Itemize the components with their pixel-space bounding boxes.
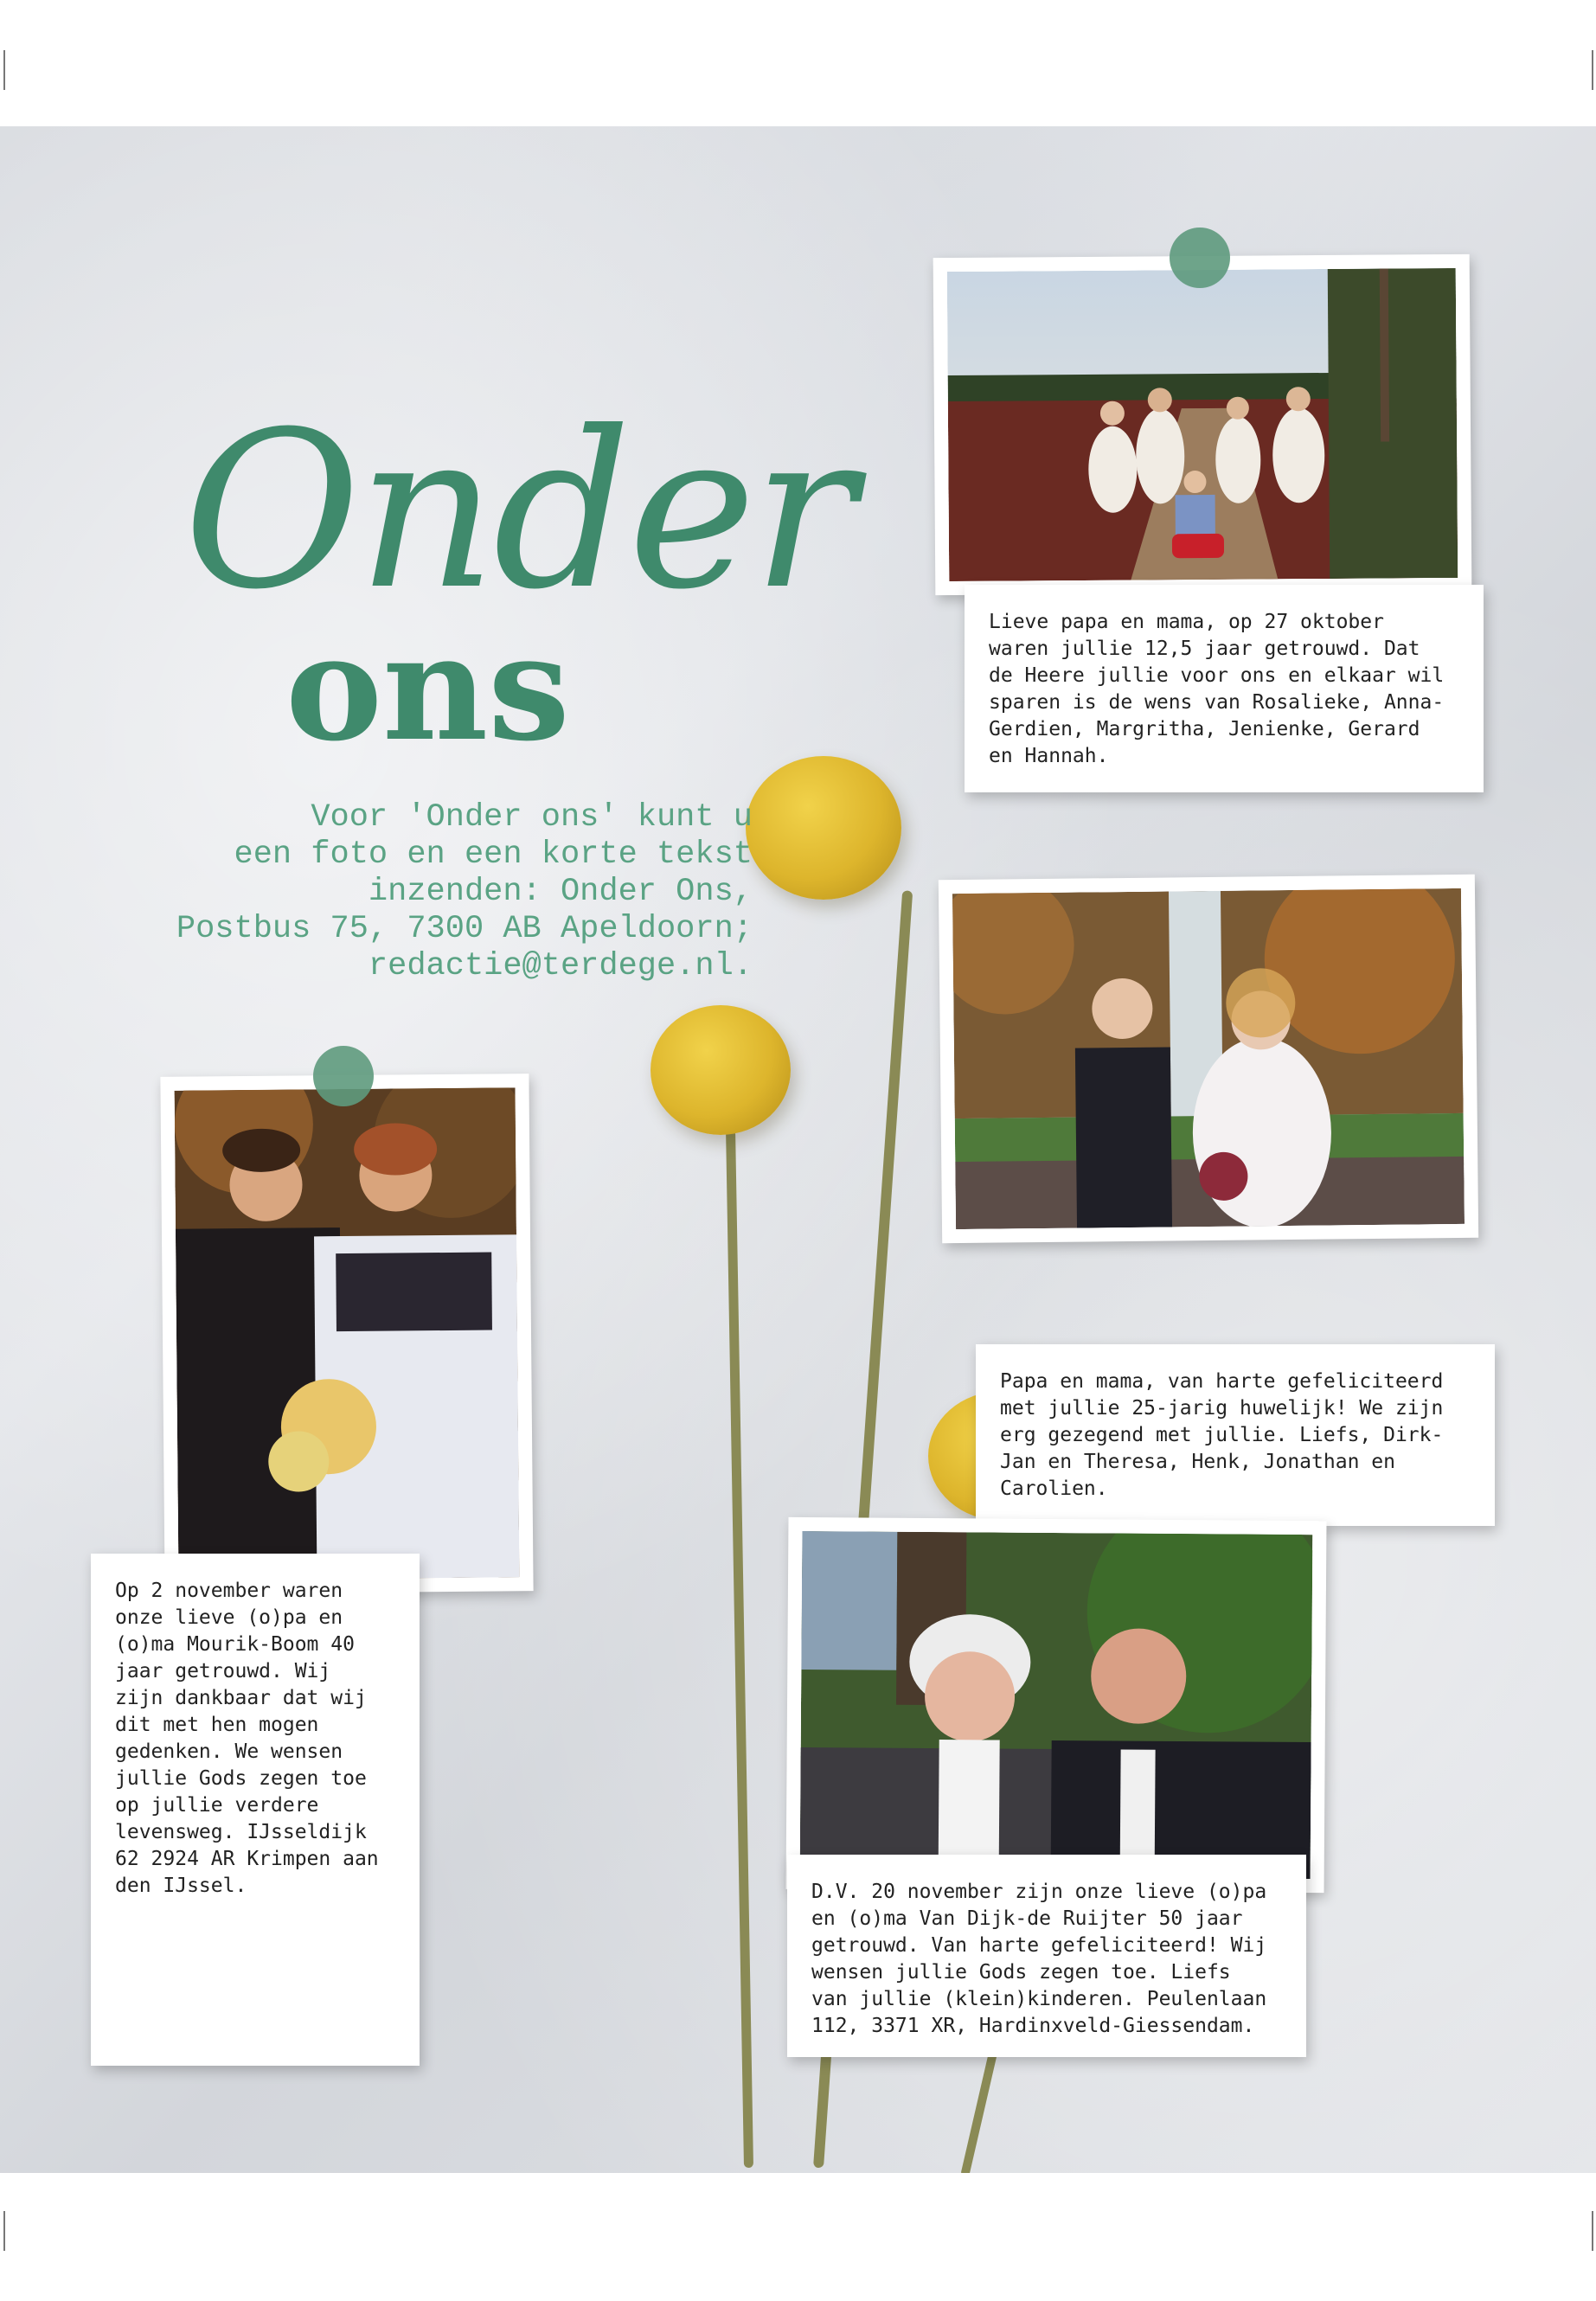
caption-elderly-couple (787, 1855, 1306, 2057)
intro-text (138, 799, 753, 985)
intro-line: Voor 'Onder ons' kunt u (311, 799, 753, 836)
caption-line: van jullie (klein)kinderen. Peulenlaan (811, 1988, 1267, 2010)
caption-wedding-couple (91, 1554, 420, 2066)
caption-children (965, 585, 1484, 792)
caption-wedding-fountain (976, 1344, 1495, 1526)
caption-line: en Hannah. (989, 745, 1109, 767)
caption-line: getrouwd. Van harte gefeliciteerd! Wij (811, 1934, 1267, 1957)
crop-mark-bottom-left (3, 2211, 5, 2251)
caption-line: met jullie 25-jarig huwelijk! We zijn (1000, 1397, 1444, 1420)
flower-stem (726, 1130, 753, 2168)
intro-line: een foto en een korte tekst (234, 836, 753, 873)
caption-line: erg gezegend met jullie. Liefs, Dirk- (1000, 1424, 1444, 1446)
caption-line: jullie Gods zegen toe (115, 1767, 367, 1790)
caption-line: 62 2924 AR Krimpen aan (115, 1848, 379, 1870)
billy-button-flower (651, 1005, 791, 1135)
intro-line: inzenden: Onder Ons, (368, 874, 753, 910)
photo-wedding-fountain-image (952, 888, 1465, 1229)
caption-line: den IJssel. (115, 1875, 247, 1897)
caption-line: Op 2 november waren (115, 1580, 343, 1602)
caption-line: de Heere jullie voor ons en elkaar wil (989, 664, 1445, 687)
intro-line: redactie@terdege.nl. (368, 948, 753, 984)
caption-line: waren jullie 12,5 jaar getrouwd. Dat (989, 638, 1420, 660)
caption-line: wensen jullie Gods zegen toe. Liefs (811, 1961, 1231, 1984)
caption-line: levensweg. IJsseldijk (115, 1821, 367, 1843)
caption-line: Lieve papa en mama, op 27 oktober (989, 611, 1384, 633)
caption-line: en (o)ma Van Dijk-de Ruijter 50 jaar (811, 1907, 1243, 1930)
caption-line: (o)ma Mourik-Boom 40 (115, 1633, 355, 1656)
photo-wedding-fountain (939, 875, 1478, 1243)
billy-button-flower (746, 756, 901, 900)
caption-line: D.V. 20 november zijn onze lieve (o)pa (811, 1881, 1267, 1903)
caption-line: dit met hen mogen (115, 1714, 319, 1736)
intro-line: Postbus 75, 7300 AB Apeldoorn; (176, 911, 753, 947)
pin-marker (313, 1046, 374, 1106)
crop-mark-bottom-right (1592, 2211, 1593, 2251)
photo-elderly-couple (786, 1517, 1327, 1893)
photo-wedding-couple (160, 1074, 533, 1594)
page-background (0, 126, 1596, 2173)
page-title-ons: ons (285, 602, 570, 773)
caption-line: Papa en mama, van harte gefeliciteerd (1000, 1370, 1444, 1393)
caption-line: gedenken. We wensen (115, 1740, 343, 1763)
caption-line: Jan en Theresa, Henk, Jonathan en (1000, 1451, 1395, 1473)
page-title-onder: Onder (183, 385, 853, 637)
caption-line: zijn dankbaar dat wij (115, 1687, 367, 1709)
pin-marker (1170, 228, 1230, 288)
caption-line: Carolien. (1000, 1477, 1108, 1500)
crop-mark-top-right (1592, 50, 1593, 90)
photo-children-image (947, 268, 1458, 581)
photo-elderly-couple-image (800, 1531, 1313, 1879)
crop-mark-top-left (3, 50, 5, 90)
caption-line: onze lieve (o)pa en (115, 1606, 343, 1629)
caption-line: sparen is de wens van Rosalieke, Anna- (989, 691, 1445, 714)
caption-line: 112, 3371 XR, Hardinxveld-Giessendam. (811, 2015, 1255, 2037)
photo-wedding-couple-image (175, 1087, 520, 1580)
photo-children (933, 254, 1472, 595)
caption-line: Gerdien, Margritha, Jenienke, Gerard (989, 718, 1420, 740)
caption-line: jaar getrouwd. Wij (115, 1660, 331, 1682)
caption-line: op jullie verdere (115, 1794, 319, 1817)
